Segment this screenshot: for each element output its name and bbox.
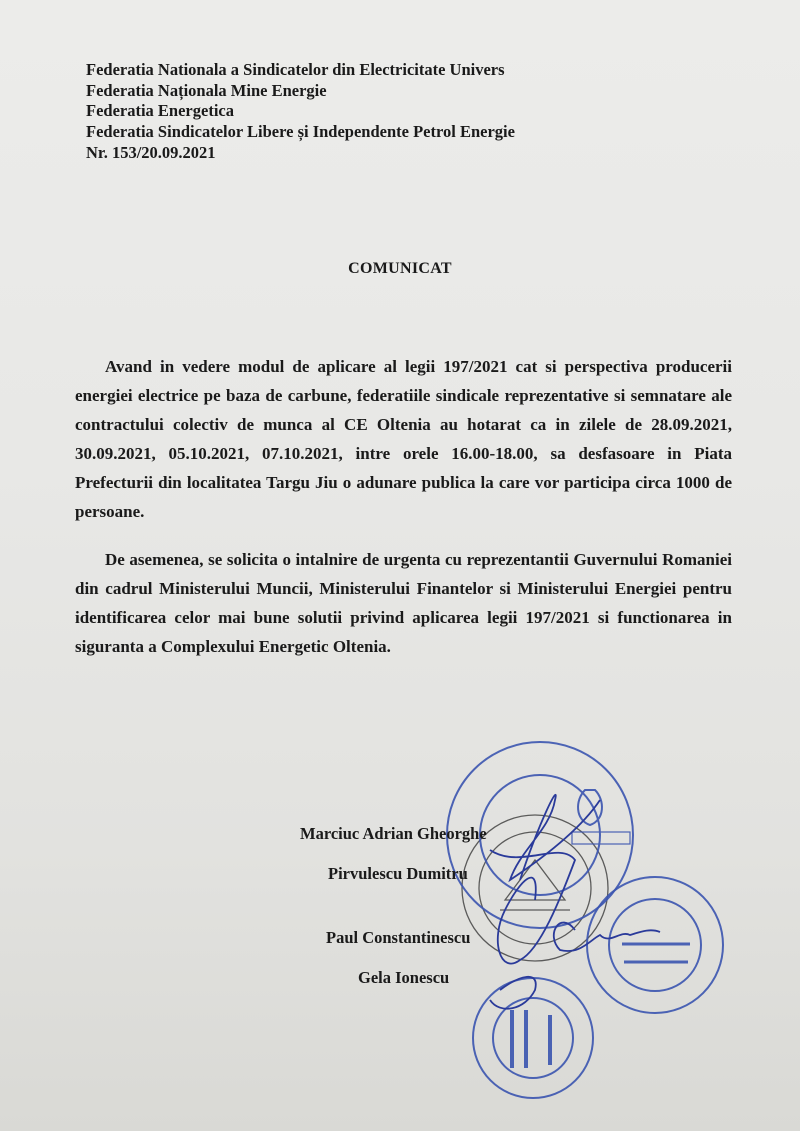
- signatory-name: Pirvulescu Dumitru: [328, 864, 468, 883]
- document-number: Nr. 153/20.09.2021: [86, 142, 216, 162]
- header-line: Federatia Energetica: [86, 101, 234, 121]
- document-title: COMUNICAT: [348, 260, 452, 277]
- letterhead: [86, 60, 515, 164]
- signatory-name: Marciuc Adrian Gheorghe: [300, 824, 487, 843]
- body-paragraph: De asemenea, se solicita o intalnire de urgenta cu reprezentantii Guvernului Romaniei din cadrul Ministerului Muncii, Ministerului Finantelor si Ministerului Energiei pentru identificarea celor mai bune solutii privind aplicarea legii 197/2021 si functionarea in siguranta a Complexului Energetic Oltenia.: [75, 550, 732, 657]
- signatory-name: Gela Ionescu: [358, 968, 450, 987]
- petrol-energie-stamp: [473, 978, 593, 1098]
- header-line: Federatia Naționala Mine Energie: [86, 80, 327, 100]
- document-body: [75, 353, 732, 662]
- body-paragraph: Avand in vedere modul de aplicare al legii 197/2021 cat si perspectiva producerii energiei electrice pe baza de carbune, federatiile sindicale reprezentative si semnatare ale contractului colectiv de munca al CE Oltenia au hotarat ca in zilele de 28.09.2021, 30.09.2021, 05.10.2021, 07.10.2021, intre orele 16.00-18.00, sa desfasoare in Piata Prefecturii din localitatea Targu Jiu o adunare publica la care vor participa circa 1000 de persoane.: [75, 357, 732, 521]
- header-line: Federatia Nationala a Sindicatelor din Electricitate Univers: [86, 60, 505, 79]
- energetica-stamp: [587, 877, 723, 1013]
- header-line: Federatia Sindicatelor Libere și Independente Petrol Energie: [86, 122, 515, 142]
- signatory-name: Paul Constantinescu: [326, 928, 471, 947]
- signatures: [490, 795, 660, 1009]
